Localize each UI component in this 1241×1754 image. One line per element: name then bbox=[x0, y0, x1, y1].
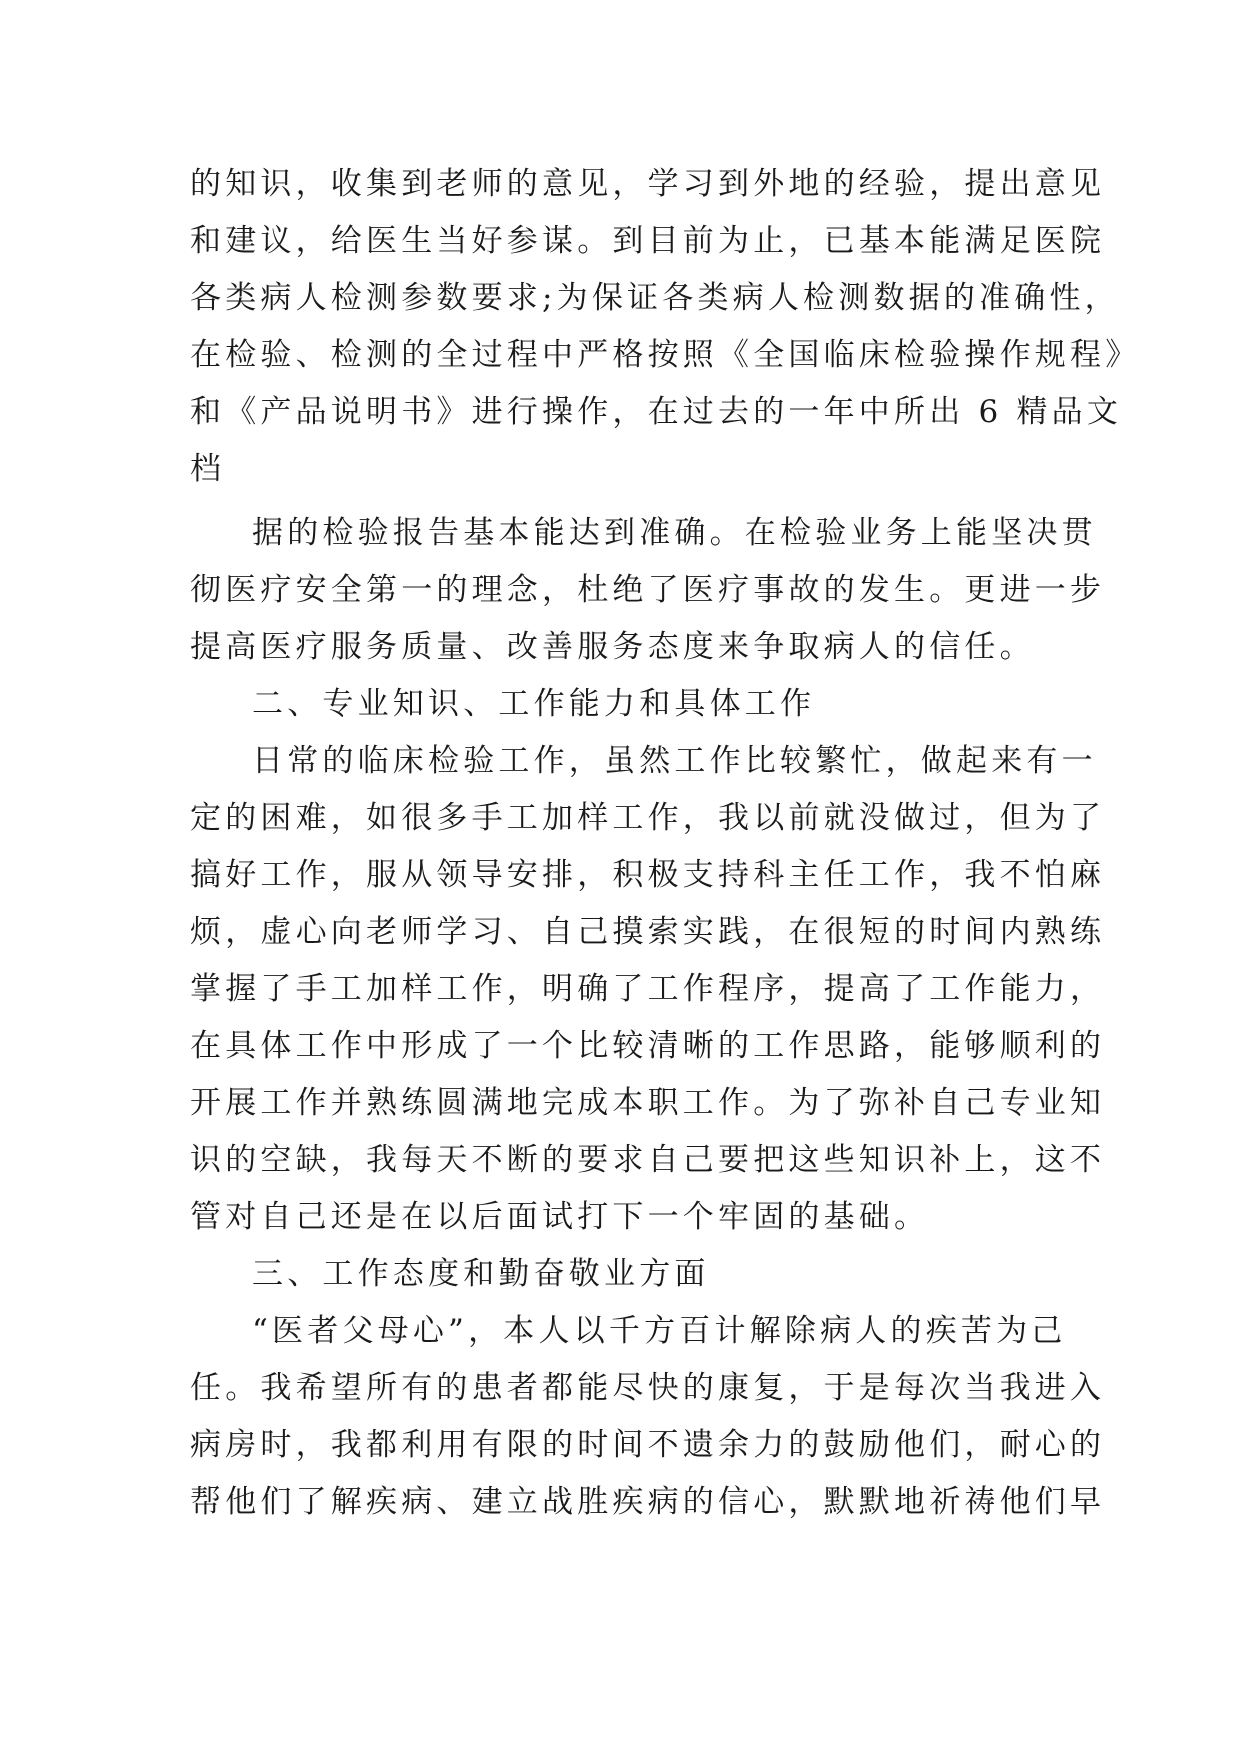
text-line: 任。我希望所有的患者都能尽快的康复，于是每次当我进入 bbox=[190, 1370, 1106, 1406]
text-line: 烦，虚心向老师学习、自己摸索实践，在很短的时间内熟练 bbox=[190, 914, 1106, 950]
text-line: 提高医疗服务质量、改善服务态度来争取病人的信任。 bbox=[190, 629, 1035, 665]
text-line: 病房时，我都利用有限的时间不遗余力的鼓励他们，耐心的 bbox=[190, 1427, 1106, 1463]
section-heading: 三、工作态度和勤奋敬业方面 bbox=[252, 1256, 710, 1292]
text-line: 掌握了手工加样工作，明确了工作程序，提高了工作能力， bbox=[190, 971, 1106, 1007]
text-line: 据的检验报告基本能达到准确。在检验业务上能坚决贯 bbox=[252, 515, 1097, 551]
text-line: “医者父母心”，本人以千方百计解除病人的疾苦为己 bbox=[252, 1313, 1067, 1349]
section-heading: 二、专业知识、工作能力和具体工作 bbox=[252, 686, 816, 722]
text-line: 和《产品说明书》进行操作，在过去的一年中所出 6 精品文 bbox=[190, 394, 1123, 430]
text-line: 在具体工作中形成了一个比较清晰的工作思路，能够顺利的 bbox=[190, 1028, 1106, 1064]
text-line: 日常的临床检验工作，虽然工作比较繁忙，做起来有一 bbox=[252, 743, 1097, 779]
text-line: 和建议，给医生当好参谋。到目前为止，已基本能满足医院 bbox=[190, 223, 1106, 259]
text-line: 开展工作并熟练圆满地完成本职工作。为了弥补自己专业知 bbox=[190, 1085, 1106, 1121]
text-line: 档 bbox=[190, 451, 226, 487]
text-line: 定的困难，如很多手工加样工作，我以前就没做过，但为了 bbox=[190, 800, 1106, 836]
text-line: 搞好工作，服从领导安排，积极支持科主任工作，我不怕麻 bbox=[190, 857, 1106, 893]
text-line: 各类病人检测参数要求;为保证各类病人检测数据的准确性， bbox=[190, 280, 1120, 316]
text-line: 帮他们了解疾病、建立战胜疾病的信心，默默地祈祷他们早 bbox=[190, 1484, 1106, 1520]
text-line: 识的空缺，我每天不断的要求自己要把这些知识补上，这不 bbox=[190, 1142, 1106, 1178]
text-line: 在检验、检测的全过程中严格按照《全国临床检验操作规程》 bbox=[190, 337, 1141, 373]
text-line: 彻医疗安全第一的理念，杜绝了医疗事故的发生。更进一步 bbox=[190, 572, 1106, 608]
text-line: 管对自己还是在以后面试打下一个牢固的基础。 bbox=[190, 1199, 930, 1235]
text-line: 的知识，收集到老师的意见，学习到外地的经验，提出意见 bbox=[190, 166, 1106, 202]
